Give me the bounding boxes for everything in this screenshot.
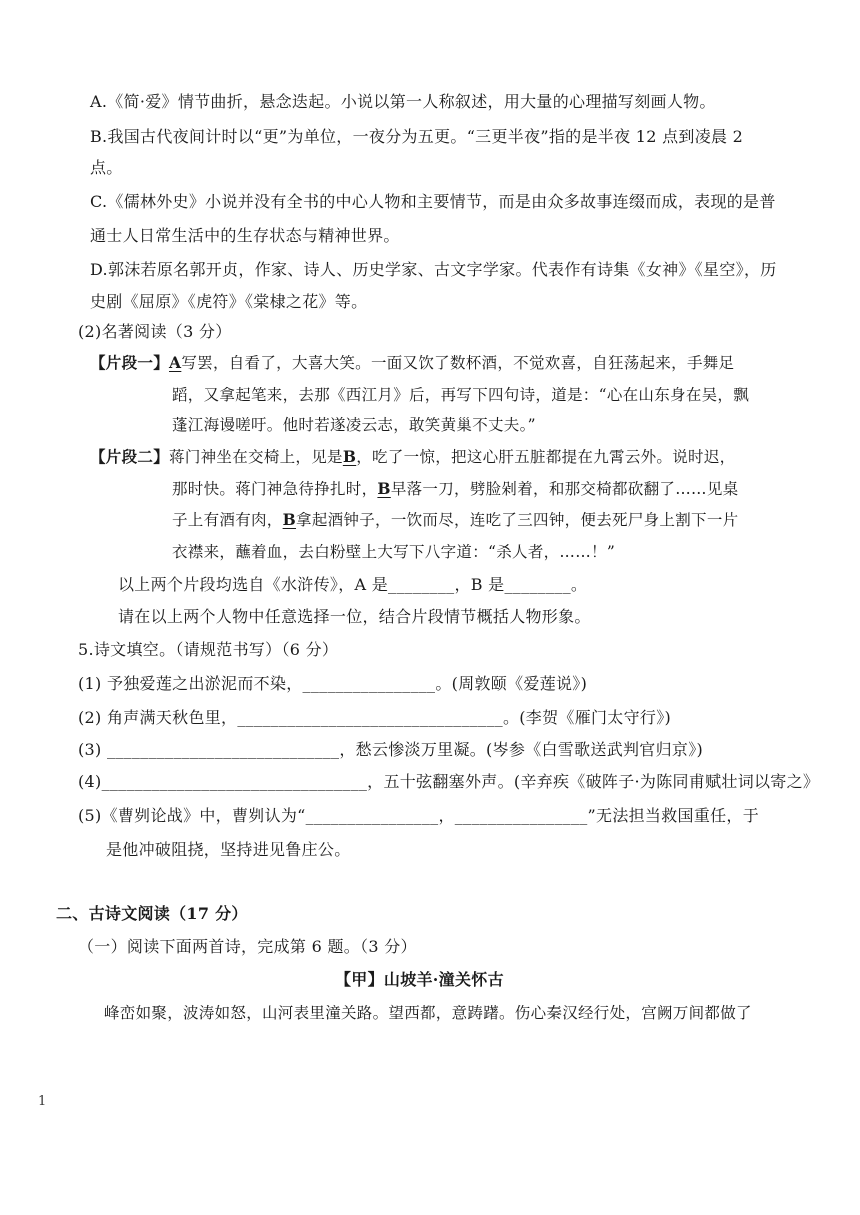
q4-2-question-line2: 请在以上两个人物中任意选择一位，结合片段情节概括人物形象。: [118, 607, 591, 626]
q4-2-heading: (2)名著阅读（3 分）: [78, 322, 232, 341]
blank-mark-b: B: [377, 479, 391, 498]
fragment-1-line1: [90, 353, 734, 373]
blank-mark-a: A: [169, 353, 182, 372]
q5-item-3: (3) ____________________________，愁云惨淡万里凝。(岑参《白雪歌送武判官归京》): [78, 740, 704, 759]
q5-item-2: (2) 角声满天秋色里，________________________________。(李贺《雁门太守行》): [78, 708, 672, 727]
fragment-1-text: 写罢，自看了，大喜大笑。一面又饮了数杯酒，不觉欢喜，自狂荡起来，手舞足: [181, 354, 735, 372]
fragment-2-text-a: 蒋门神坐在交椅上，见是: [169, 448, 343, 466]
option-a: A.《简·爱》情节曲折，悬念迭起。小说以第一人称叙述，用大量的心理描写刻画人物。: [90, 92, 716, 111]
q5-item-4: (4)________________________________，五十弦翻塞外声。(辛弃疾《破阵子·为陈同甫赋壮词以寄之》: [78, 772, 820, 791]
poem-title: 【甲】山坡羊·潼关怀古: [335, 970, 504, 989]
poem-line-1: 峰峦如聚，波涛如怒，山河表里潼关路。望西都，意踌躇。伤心秦汉经行处，宫阙万间都做了: [104, 1004, 752, 1022]
option-d-line2: 史剧《屈原》《虎符》《棠棣之花》等。: [90, 292, 368, 311]
option-c-line1: C.《儒林外史》小说并没有全书的中心人物和主要情节，而是由众多故事连缀而成，表现的是普: [90, 192, 776, 211]
section-2-subheading: （一）阅读下面两首诗，完成第 6 题。（3 分）: [78, 937, 417, 956]
q5-item-5-line2: 是他冲破阻挠，坚持进见鲁庄公。: [106, 840, 351, 859]
option-b-line1: B.我国古代夜间计时以“更”为单位，一夜分为五更。“三更半夜”指的是半夜 12 点到凌晨 2: [90, 127, 744, 146]
fragment-2-line2-b: 早落一刀，劈脸剁着，和那交椅都砍翻了……见桌: [390, 480, 739, 498]
page-number: 1: [38, 1094, 47, 1109]
fragment-2-line3: [172, 510, 738, 530]
q4-2-question-line1: 以上两个片段均选自《水浒传》，A 是________，B 是________。: [118, 575, 588, 594]
q5-heading: 5.诗文填空。（请规范书写）（6 分）: [78, 640, 339, 659]
section-2-heading: 二、古诗文阅读（17 分）: [56, 904, 248, 923]
fragment-2-line3-a: 子上有酒有肉，: [172, 511, 283, 529]
q5-item-5-line1: (5)《曹刿论战》中，曹刿认为“________________，________________”无法担当救国重任，于: [78, 806, 760, 825]
option-d-line1: D.郭沫若原名郭开贞，作家、诗人、历史学家、古文字学家。代表作有诗集《女神》《星空》，历: [90, 260, 777, 279]
fragment-1-line2: 蹈，又拿起笔来，去那《西江月》后，再写下四句诗，道是：“心在山东身在吴，飘: [172, 386, 750, 404]
fragment-1-line3: 蓬江海谩嗟吁。他时若遂凌云志，敢笑黄巢不丈夫。”: [172, 416, 536, 434]
fragment-2-text-b: ，吃了一惊，把这心肝五脏都提在九霄云外。说时迟，: [356, 448, 736, 466]
fragment-2-line4: 衣襟来，蘸着血，去白粉壁上大写下八字道：“杀人者，……！”: [172, 543, 616, 561]
fragment-2-line2: [172, 479, 738, 499]
blank-mark-b: B: [282, 510, 297, 529]
fragment-2-line3-b: 拿起酒钟子，一饮而尽，连吃了三四钟，便去死尸身上割下一片: [296, 511, 739, 529]
blank-mark-b: B: [342, 447, 357, 466]
option-c-line2: 通士人日常生活中的生存状态与精神世界。: [90, 226, 400, 245]
fragment-2-line1: [90, 447, 735, 467]
fragment-2-label: 【片段二】: [90, 447, 170, 466]
q5-item-1: (1) 予独爱莲之出淤泥而不染，________________。(周敦颐《爱莲说》): [78, 674, 588, 693]
fragment-1-label: 【片段一】: [90, 353, 170, 372]
option-b-line2: 点。: [90, 158, 123, 177]
fragment-2-line2-a: 那时快。蒋门神急待挣扎时，: [172, 480, 378, 498]
